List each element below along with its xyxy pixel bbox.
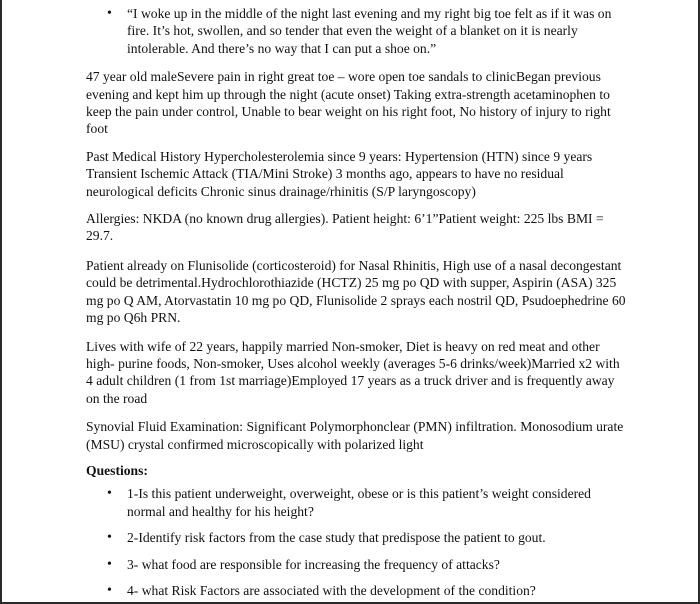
questions-list <box>86 485 626 599</box>
synovial-fluid-paragraph: Synovial Fluid Examination: Significant Polymorphonclear (PMN) infiltration. Monosodium urate (MSU) crystal confirmed microscopically with polarized light <box>86 419 624 452</box>
question-text: 3- what food are responsible for increasing the frequency of attacks? <box>127 556 500 572</box>
social-history-paragraph: Lives with wife of 22 years, happily married Non-smoker, Diet is heavy on red meat and other high- purine foods, Non-smoker, Uses alcohol weekly (averages 5-6 drinks/week)Married x2 with 4 adult children (1 from 1st marriage)Employed 17 years as a truck driver and is frequently away on the road <box>86 338 620 406</box>
question-item <box>86 582 626 599</box>
question-item <box>86 556 626 573</box>
bullet-icon: • <box>107 530 112 546</box>
bullet-icon: • <box>107 556 112 572</box>
frame-left-border <box>0 0 2 604</box>
patient-quote-text: “I woke up in the middle of the night last evening and my right big toe felt as if it was on fire. It’s hot, swollen, and so tender that even the weight of a blanket on it is nearly intolerable. And there’s no way that I can put a shoe on.” <box>127 6 612 56</box>
question-text: 2-Identify risk factors from the case study that predispose the patient to gout. <box>127 530 546 546</box>
bullet-icon: • <box>107 486 112 502</box>
patient-quote <box>86 5 626 57</box>
allergies-paragraph: Allergies: NKDA (no known drug allergies). Patient height: 6’1”Patient weight: 225 lbs BMI = 29.7. <box>86 211 604 244</box>
medications-paragraph: Patient already on Flunisolide (corticosteroid) for Nasal Rhinitis, High use of a nasal decongestant could be detrimental.Hydrochlorothiazide (HCTZ) 25 mg po QD with supper, Aspirin (ASA) 325 mg po Q AM, Atorvastatin 10 mg po QD, Flunisolide 2 sprays each nostril QD, Psudoephedrine 60 mg po Q6h PRN. <box>86 257 626 326</box>
question-text: 1-Is this patient underweight, overweight, obese or is this patient’s weight considered normal and healthy for his height? <box>127 486 591 519</box>
questions-heading: Questions: <box>86 462 148 478</box>
medical-history-paragraph: Past Medical History Hypercholesterolemia since 9 years: Hypertension (HTN) since 9 years Transient Ischemic Attack (TIA/Mini Stroke) 3 months ago, appears to have no residual neurological deficits Chronic sinus drainage/rhinitis (S/P laryngoscopy) <box>86 148 593 199</box>
case-study-document <box>86 0 626 599</box>
bullet-icon: • <box>107 582 112 598</box>
presentation-paragraph: 47 year old maleSevere pain in right great toe – wore open toe sandals to clinicBegan previous evening and kept him up through the night (acute onset) Taking extra-strength acetaminophen to keep the pain under control, Unable to bear weight on his right foot, No history of injury to right foot <box>86 69 611 137</box>
question-text: 4- what Risk Factors are associated with the development of the condition? <box>127 582 536 598</box>
bullet-icon: • <box>107 6 112 21</box>
question-item <box>86 485 626 520</box>
question-item <box>86 529 626 546</box>
